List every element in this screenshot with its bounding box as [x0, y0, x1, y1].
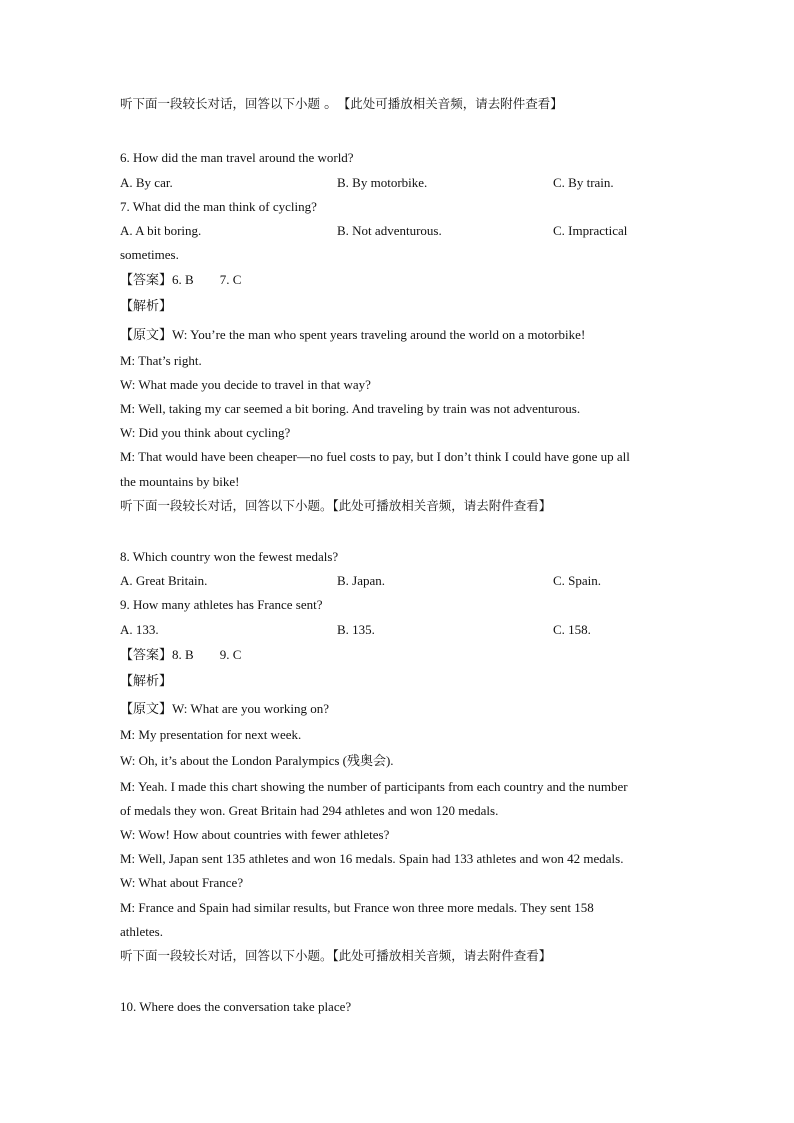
section-2-transcript-line-8: W: What about France? — [120, 875, 244, 890]
answer-label: 【答案】 — [120, 273, 173, 288]
question-9-option-b: B. 135. — [337, 622, 375, 637]
question-6-option-c: C. By train. — [553, 175, 614, 190]
answer-6: 6. B — [172, 272, 194, 287]
section-2-transcript-line-10: athletes. — [120, 924, 163, 939]
section-1-transcript-line-7: the mountains by bike! — [120, 474, 240, 489]
section-1-instruction — [120, 96, 680, 112]
section-2-transcript-line-4: M: Yeah. I made this chart showing the number of participants from each country and the number — [120, 779, 628, 794]
transcript-text: W: What are you working on? — [172, 701, 330, 716]
section-1-transcript-line-5: W: Did you think about cycling? — [120, 425, 291, 440]
section-2-transcript-line-5: of medals they won. Great Britain had 294 athletes and won 120 medals. — [120, 803, 499, 818]
question-9-option-a: A. 133. — [120, 622, 159, 637]
question-6-stem: 6. How did the man travel around the world? — [120, 150, 354, 165]
section-1-transcript-line-2: M: That’s right. — [120, 353, 202, 368]
section-2-transcript-line-9: M: France and Spain had similar results, but France won three more medals. They sent 158 — [120, 900, 594, 915]
section-1-transcript-line-6: M: That would have been cheaper—no fuel costs to pay, but I don’t think I could have gone up all — [120, 449, 630, 464]
answer-7: 7. C — [219, 272, 242, 287]
transcript-text: W: You’re the man who spent years traveling around the world on a motorbike! — [172, 327, 586, 342]
section-1-transcript-line-4: M: Well, taking my car seemed a bit boring. And traveling by train was not adventurous. — [120, 401, 581, 416]
section-2-analysis-label: 【解析】 — [120, 674, 173, 689]
answer-8: 8. B — [172, 647, 194, 662]
section-2-instruction: 听下面一段较长对话，回答以下小题。【此处可播放相关音频，请去附件查看】 — [120, 498, 552, 513]
question-7-option-b: B. Not adventurous. — [337, 223, 442, 238]
question-10-stem: 10. Where does the conversation take place? — [120, 999, 352, 1014]
instruction-text: 听下面一段较长对话，回答以下小题 — [120, 96, 321, 111]
question-9-stem: 9. How many athletes has France sent? — [120, 597, 323, 612]
question-6-option-b: B. By motorbike. — [337, 175, 428, 190]
section-2-transcript-line-1 — [120, 701, 680, 718]
section-2-transcript-line-7: M: Well, Japan sent 135 athletes and won 16 medals. Spain had 133 athletes and won 42 medals. — [120, 851, 624, 866]
transcript-label: 【原文】 — [120, 702, 173, 717]
instruction-dot: 。 — [324, 96, 339, 112]
question-8-option-a: A. Great Britain. — [120, 573, 208, 588]
question-9-option-c: C. 158. — [553, 622, 591, 637]
section-1-transcript-line-1 — [120, 327, 680, 344]
section-2-transcript-line-3: W: Oh, it’s about the London Paralympics (残奥会). — [120, 753, 394, 768]
question-6-option-a: A. By car. — [120, 175, 173, 190]
section-2-transcript-line-6: W: Wow! How about countries with fewer athletes? — [120, 827, 390, 842]
section-1-transcript-line-3: W: What made you decide to travel in that way? — [120, 377, 371, 392]
question-8-stem: 8. Which country won the fewest medals? — [120, 549, 339, 564]
question-7-option-a: A. A bit boring. — [120, 223, 202, 238]
question-7-stem: 7. What did the man think of cycling? — [120, 199, 317, 214]
question-7-option-continuation: sometimes. — [120, 247, 179, 262]
answer-label: 【答案】 — [120, 648, 173, 663]
section-1-analysis-label: 【解析】 — [120, 299, 173, 314]
question-8-option-b: B. Japan. — [337, 573, 386, 588]
question-8-option-c: C. Spain. — [553, 573, 602, 588]
answer-9: 9. C — [219, 647, 242, 662]
instruction-note: 【此处可播放相关音频，请去附件查看】 — [344, 96, 563, 111]
question-7-option-c: C. Impractical — [553, 223, 628, 238]
section-1-answers — [120, 272, 680, 289]
section-2-transcript-line-2: M: My presentation for next week. — [120, 727, 302, 742]
section-3-instruction: 听下面一段较长对话，回答以下小题。【此处可播放相关音频，请去附件查看】 — [120, 948, 552, 963]
section-2-answers — [120, 647, 680, 664]
transcript-label: 【原文】 — [120, 328, 173, 343]
